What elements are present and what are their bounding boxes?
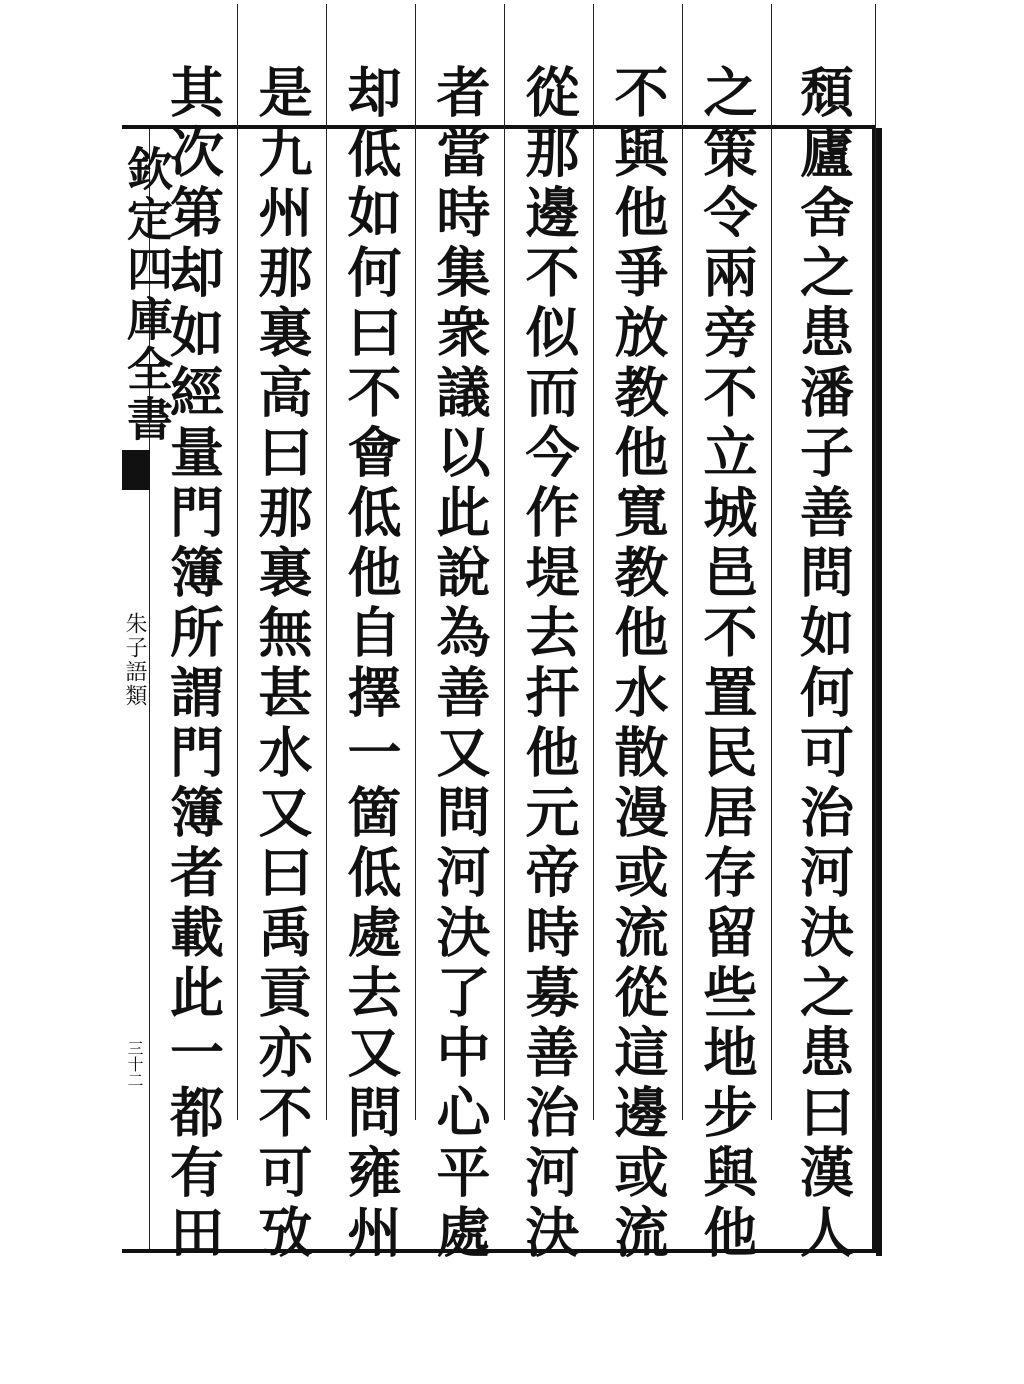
page-edge-shadow [876,128,882,1256]
text-column-7 [238,4,327,1264]
text-column-5 [416,4,505,1264]
text-column-6 [327,4,416,1264]
page-number: 三十二 [125,1040,144,1088]
book-title: 朱子語類 [122,612,147,708]
column-text: 從那邊不似而今作堤去扞他元帝時募善治河決 [517,64,581,1264]
column-text: 是九州那裏高曰那裏無甚水又曰禹貢亦不可攷 [250,64,314,1264]
text-column-1 [772,4,876,1264]
text-column-4 [505,4,594,1264]
text-column-3 [594,4,683,1264]
collection-title: 欽定四庫全書 [120,145,174,445]
column-text: 之策令兩旁不立城邑不置民居存留些地步與他 [695,64,759,1264]
column-text: 其次第却如經量門簿所謂門簿者載此一都有田 [161,64,226,1264]
column-text: 者當時集衆議以此說為善又問河決了中心平處 [428,64,492,1264]
text-column-2 [683,4,772,1264]
fish-tail-mark [122,450,150,490]
column-text: 不與他爭放教他寬教他水散漫或流從這邊或流 [606,64,670,1264]
text-column-8 [150,4,238,1264]
column-text: 却低如何曰不會低他自擇一箇低處去又問雍州 [339,64,403,1264]
column-text: 頹廬舍之患潘子善問如何可治河決之患曰漢人 [791,64,856,1264]
